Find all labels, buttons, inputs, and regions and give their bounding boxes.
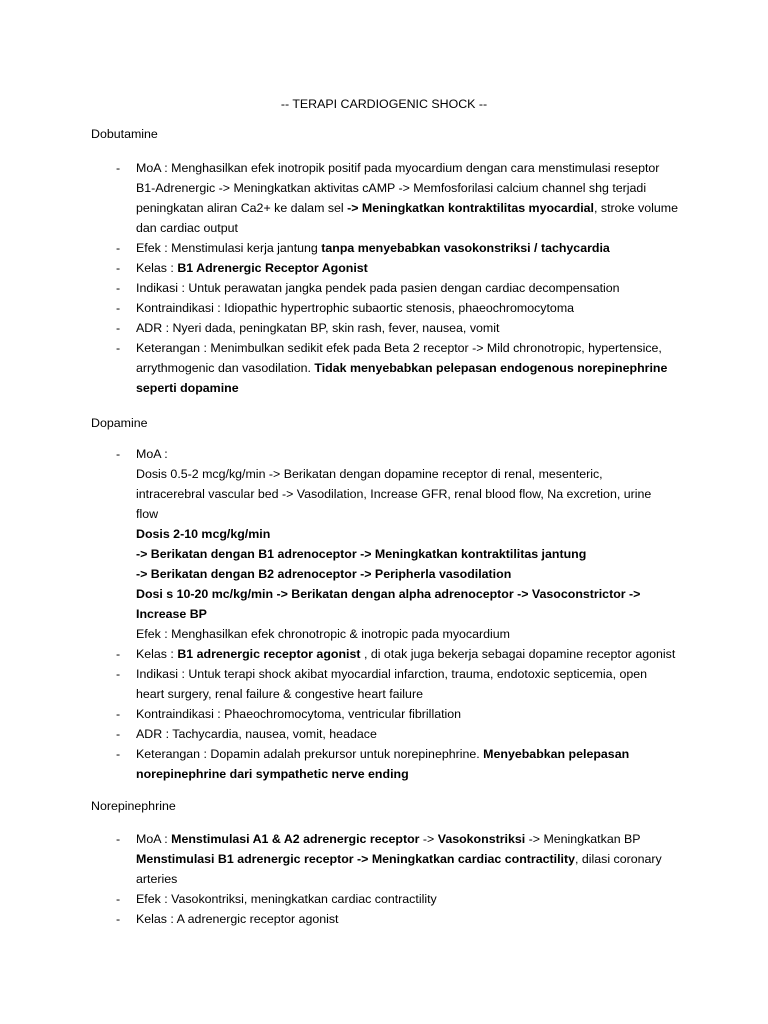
text-line (136, 869, 686, 889)
text: Efek : Menghasilkan efek chronotropic & inotropic pada myocardium (136, 627, 510, 641)
bold-text: -> Meningkatkan kontraktilitas myocardial (347, 201, 594, 215)
section-heading-dobutamine: Dobutamine (91, 127, 158, 141)
text: -> (419, 832, 438, 846)
text: ADR : Tachycardia, nausea, vomit, headace (136, 727, 377, 741)
text: MoA : (136, 447, 168, 461)
list-item (0, 889, 768, 909)
bold-text: Tidak menyebabkan pelepasan endogenous norepinephrine (314, 361, 668, 375)
list-item (0, 724, 768, 744)
text: ADR : Nyeri dada, peningkatan BP, skin rash, fever, nausea, vomit (136, 321, 500, 335)
text-line (136, 238, 686, 258)
bullet-dash: - (116, 747, 121, 761)
text-line (136, 444, 686, 464)
text: Kontraindikasi : Idiopathic hypertrophic subaortic stenosis, phaeochromocytoma (136, 301, 575, 315)
text-line (136, 724, 686, 744)
bullet-dash: - (116, 647, 121, 661)
text: Kelas : A adrenergic receptor agonist (136, 912, 339, 926)
list-item (0, 338, 768, 398)
list-item (0, 664, 768, 704)
text: Indikasi : Untuk perawatan jangka pendek pada pasien dengan cardiac decompensation (136, 281, 620, 295)
text-line (136, 644, 686, 664)
text-line (136, 564, 686, 584)
bold-text: norepinephrine dari sympathetic nerve ending (136, 767, 409, 781)
bold-text: -> Berikatan dengan B2 adrenoceptor -> Peripherla vasodilation (136, 567, 512, 581)
document-title: -- TERAPI CARDIOGENIC SHOCK -- (280, 97, 488, 111)
text: Kontraindikasi : Phaeochromocytoma, ventricular fibrillation (136, 707, 462, 721)
text: flow (136, 507, 159, 521)
section-list-dobutamine (0, 158, 768, 398)
text: Kelas : (136, 647, 178, 661)
bullet-dash: - (116, 727, 121, 741)
text-line (136, 178, 686, 198)
bullet-dash: - (116, 707, 121, 721)
text-line (136, 584, 686, 604)
text-line (136, 744, 686, 764)
text-line (136, 764, 686, 784)
bold-text: Menyebabkan pelepasan (483, 747, 630, 761)
text-line (136, 218, 686, 238)
bold-text: seperti dopamine (136, 381, 239, 395)
text-line (136, 524, 686, 544)
text: peningkatan aliran Ca2+ ke dalam sel (136, 201, 348, 215)
text-line (136, 684, 686, 704)
bullet-dash: - (116, 321, 121, 335)
text: Indikasi : Untuk terapi shock akibat myocardial infarction, trauma, endotoxic septicemia, open (136, 667, 648, 681)
text-line (136, 278, 686, 298)
text-line (136, 829, 686, 849)
text: intracerebral vascular bed -> Vasodilation, Increase GFR, renal blood flow, Na excretion, urine (136, 487, 652, 501)
text-line (136, 318, 686, 338)
bold-text: Menstimulasi A1 & A2 adrenergic receptor (171, 832, 420, 846)
list-item (0, 909, 768, 929)
text: Efek : Vasokontriksi, meningkatkan cardiac contractility (136, 892, 437, 906)
text: Keterangan : Menimbulkan sedikit efek pada Beta 2 receptor -> Mild chronotropic, hypertensice, (136, 341, 662, 355)
text: Dosis 0.5-2 mcg/kg/min -> Berikatan dengan dopamine receptor di renal, mesenteric, (136, 467, 603, 481)
bullet-dash: - (116, 912, 121, 926)
bullet-dash: - (116, 667, 121, 681)
text-line (136, 544, 686, 564)
bold-text: Dosis 2-10 mcg/kg/min (136, 527, 271, 541)
text: Keterangan : Dopamin adalah prekursor untuk norepinephrine. (136, 747, 484, 761)
text-line (136, 158, 686, 178)
text-line (136, 849, 686, 869)
list-item (0, 158, 768, 238)
text-line (136, 298, 686, 318)
text: Efek : Menstimulasi kerja jantung (136, 241, 322, 255)
bullet-dash: - (116, 281, 121, 295)
bold-text: Vasokonstriksi (437, 832, 526, 846)
list-item (0, 278, 768, 298)
text-line (136, 464, 686, 484)
list-item (0, 238, 768, 258)
section-list-dopamine (0, 444, 768, 784)
text: , di otak juga bekerja sebagai dopamine receptor agonist (360, 647, 676, 661)
bullet-dash: - (116, 301, 121, 315)
bullet-dash: - (116, 341, 121, 355)
list-item (0, 258, 768, 278)
text-line (136, 889, 686, 909)
section-heading-dopamine: Dopamine (91, 416, 148, 430)
text: B1-Adrenergic -> Meningkatkan aktivitas cAMP -> Memfosforilasi calcium channel shg terjadi (136, 181, 647, 195)
text: Kelas : (136, 261, 178, 275)
list-item (0, 704, 768, 724)
text: MoA : Menghasilkan efek inotropik positif pada myocardium dengan cara menstimulasi reseptor (136, 161, 660, 175)
text: -> Meningkatkan BP (525, 832, 641, 846)
bold-text: B1 Adrenergic Receptor Agonist (177, 261, 368, 275)
list-item (0, 644, 768, 664)
bullet-dash: - (116, 241, 121, 255)
bullet-dash: - (116, 261, 121, 275)
list-item (0, 829, 768, 889)
text-line (136, 909, 686, 929)
text-line (136, 664, 686, 684)
text: , stroke volume (593, 201, 678, 215)
bold-text: B1 adrenergic receptor agonist (177, 647, 361, 661)
list-item (0, 744, 768, 784)
text-line (136, 624, 686, 644)
bullet-dash: - (116, 832, 121, 846)
bold-text: -> Berikatan dengan B1 adrenoceptor -> Meningkatkan kontraktilitas jantung (136, 547, 587, 561)
list-item (0, 318, 768, 338)
text-line (136, 378, 686, 398)
text: MoA : (136, 832, 172, 846)
text-line (136, 198, 686, 218)
bold-text: Dosi s 10-20 mc/kg/min -> Berikatan dengan alpha adrenoceptor -> Vasoconstrictor -> (136, 587, 641, 601)
text: dan cardiac output (136, 221, 238, 235)
bullet-dash: - (116, 161, 121, 175)
text-line (136, 358, 686, 378)
list-item (0, 444, 768, 644)
text: , dilasi coronary (574, 852, 662, 866)
bullet-dash: - (116, 892, 121, 906)
list-item (0, 298, 768, 318)
text-line (136, 484, 686, 504)
text: heart surgery, renal failure & congestive heart failure (136, 687, 423, 701)
bold-text: tanpa menyebabkan vasokonstriksi / tachycardia (321, 241, 610, 255)
text-line (136, 258, 686, 278)
text-line (136, 338, 686, 358)
text-line (136, 604, 686, 624)
text: arteries (136, 872, 178, 886)
bold-text: Menstimulasi B1 adrenergic receptor -> Meningkatkan cardiac contractility (136, 852, 575, 866)
text-line (136, 504, 686, 524)
text: arrythmogenic dan vasodilation. (136, 361, 315, 375)
text-line (136, 704, 686, 724)
section-list-norepinephrine (0, 829, 768, 929)
bold-text: Increase BP (136, 607, 207, 621)
section-heading-norepinephrine: Norepinephrine (91, 799, 176, 813)
bullet-dash: - (116, 447, 121, 461)
